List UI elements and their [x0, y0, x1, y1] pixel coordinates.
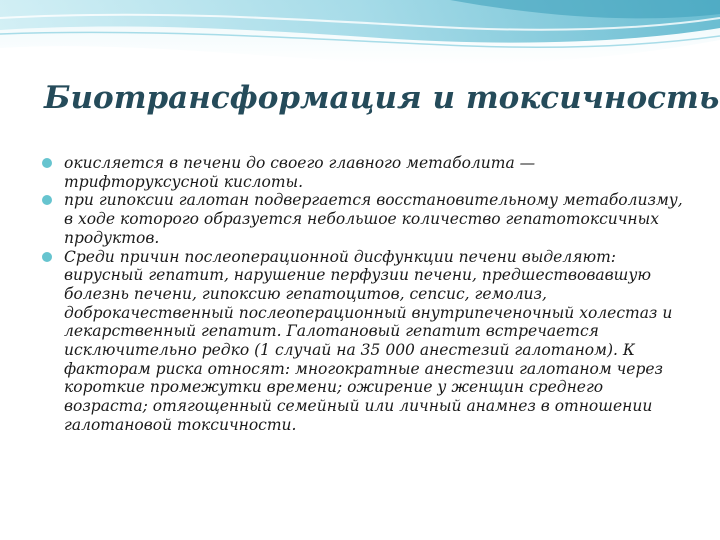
wave-header-decoration	[0, 0, 720, 80]
bullet-icon	[42, 158, 52, 168]
bullet-icon	[42, 195, 52, 205]
bullet-list	[40, 154, 690, 435]
bullet-item	[40, 154, 690, 191]
bullet-icon	[42, 252, 52, 262]
bullet-item	[40, 248, 690, 435]
bullet-item	[40, 191, 690, 247]
bullet-text: Среди причин послеоперационной дисфункции печени выделяют: вирусный гепатит, нарушение перфузии печени, предшествовавшую болезнь печени, гипоксию гепатоцитов, сепсис, гемолиз, доброкачественный послеоперационный внутрипеченочный холестаз и лекарственный гепатит. Галотановый гепатит встречается исключительно редко (1 случай на 35 000 анестезий галотаном). К факторам риска относят: многократные анестезии галотаном через короткие промежутки времени; ожирение у женщин среднего возраста; отягощенный семейный или личный анамнез в отношении галотановой токсичности.	[64, 247, 673, 434]
slide-title: Биотрансформация и токсичность	[44, 80, 720, 116]
bullet-text: окисляется в печени до своего главного метаболита — трифторуксусной кислоты.	[64, 154, 536, 191]
bullet-text: при гипоксии галотан подвергается восстановительному метаболизму, в ходе которого образуется небольшое количество гепатотоксичных продуктов.	[64, 191, 683, 247]
